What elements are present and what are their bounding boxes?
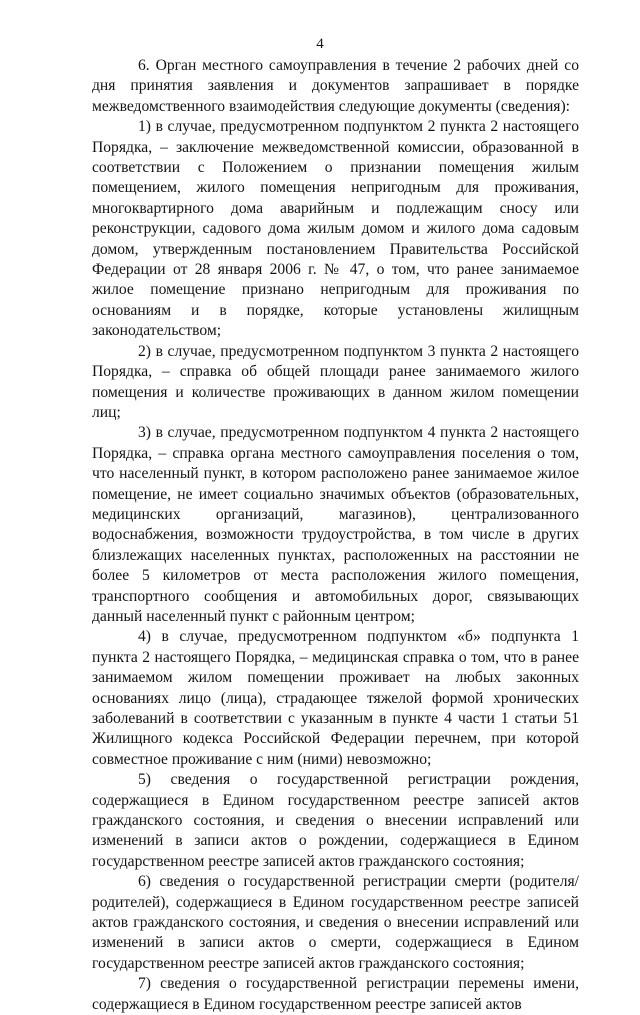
- document-body: [92, 56, 579, 1015]
- list-item-2: 2) в случае, предусмотренном подпунктом 3 пункта 2 настоящего Порядка, – справка об общей площади ранее занимаемого жилого помещения и количестве проживающих в данном жилом помещении лиц;: [92, 342, 579, 421]
- paragraph-6: 6. Орган местного самоуправления в течение 2 рабочих дней со дня принятия заявления и документов запрашивает в порядке межведомственного взаимодействия следующие документы (сведения):: [92, 57, 579, 115]
- page-number: 4: [316, 36, 324, 52]
- list-item-1: 1) в случае, предусмотренном подпунктом 2 пункта 2 настоящего Порядка, – заключение межведомственной комиссии, образованной в соответствии с Положением о признании помещения жилым помещением, жилого помещения непригодным для проживания, многоквартирного дома аварийным и подлежащим сносу или реконструкции, садового дома жилым домом и жилого дома садовым домом, утвержденным постановлением Правительства Российской Федерации от 28 января 2006 г. № 47, о том, что ранее занимаемое жилое помещение признано непригодным для проживания по основаниям и в порядке, которые установлены жилищным законодательством;: [92, 118, 579, 340]
- list-item-5: 5) сведения о государственной регистрации рождения, содержащиеся в Едином государственном реестре записей актов гражданского состояния, и сведения о внесении исправлений или изменений в записи актов о рождении, содержащиеся в Едином государственном реестре записей актов гражданского состояния;: [92, 771, 579, 870]
- list-item-3: 3) в случае, предусмотренном подпунктом 4 пункта 2 настоящего Порядка, – справка органа местного самоуправления поселения о том, что населенный пункт, в котором расположено ранее занимаемое жилое помещение, не имеет социально значимых объектов (образовательных, медицинских организаций, магазинов), централизованного водоснабжения, возможности трудоустройства, в том числе в других близлежащих населенных пунктах, расположенных на расстоянии не более 5 километров от места расположения жилого помещения, транспортного сообщения и автомобильных дорог, связывающих данный населенный пункт с районным центром;: [92, 424, 579, 625]
- list-item-6: 6) сведения о государственной регистрации смерти (родителя/родителей), содержащиеся в Едином государственном реестре записей актов гражданского состояния, и сведения о внесении исправлений или изменений в записи актов о смерти, содержащиеся в Едином государственном реестре записей актов гражданского состояния;: [92, 873, 579, 972]
- list-item-7: 7) сведения о государственной регистрации перемены имени, содержащиеся в Едином государственном реестре записей актов: [92, 975, 579, 1013]
- list-item-4: 4) в случае, предусмотренном подпунктом «б» подпункта 1 пункта 2 настоящего Порядка, – медицинская справка о том, что в ранее занимаемом жилом помещении проживает на любых законных основаниях лицо (лица), страдающее тяжелой формой хронических заболеваний в соответствии с указанным в пункте 4 части 1 статьи 51 Жилищного кодекса Российской Федерации перечнем, при которой совместное проживание с ним (ними) невозможно;: [92, 628, 579, 768]
